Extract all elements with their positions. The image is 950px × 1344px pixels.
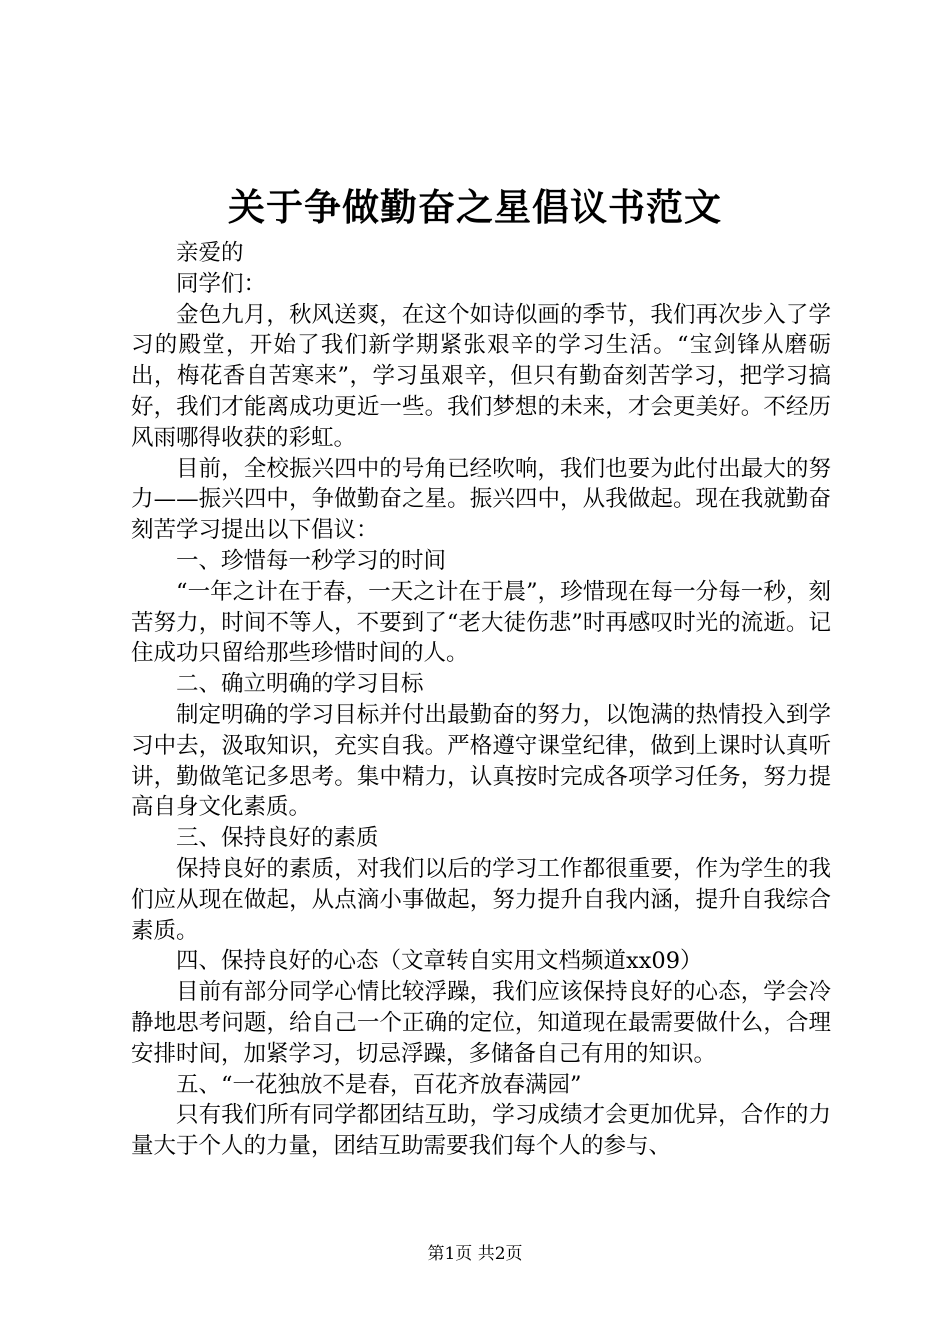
paragraph-section-2: 制定明确的学习目标并付出最勤奋的努力，以饱满的热情投入到学习中去，汲取知识，充实自我。严格遵守课堂纪律，做到上课时认真听讲，勤做笔记多思考。集中精力，认真按时完成各项学习任务，努力提高自身文化素质。 (131, 701, 831, 821)
section-heading-1: 一、珍惜每一秒学习的时间 (176, 547, 447, 574)
salutation-line-2: 同学们： (176, 270, 267, 297)
paragraph-call: 目前，全校振兴四中的号角已经吹响，我们也要为此付出最大的努力——振兴四中，争做勤奋之星。振兴四中，从我做起。现在我就勤奋刻苦学习提出以下倡议： (131, 455, 831, 544)
paragraph-intro: 金色九月，秋风送爽，在这个如诗似画的季节，我们再次步入了学习的殿堂，开始了我们新学期紧张艰辛的学习生活。“宝剑锋从磨砺出，梅花香自苦寒来”，学习虽艰辛，但只有勤奋刻苦学习，把学习搞好，我们才能离成功更近一些。我们梦想的未来，才会更美好。不经历风雨哪得收获的彩虹。 (131, 301, 831, 451)
section-heading-5: 五、“一花独放不是春，百花齐放春满园” (176, 1071, 582, 1098)
paragraph-section-3: 保持良好的素质，对我们以后的学习工作都很重要，作为学生的我们应从现在做起，从点滴小事做起，努力提升自我内涵，提升自我综合素质。 (131, 855, 831, 944)
section-heading-2: 二、确立明确的学习目标 (176, 671, 424, 698)
document-title: 关于争做勤奋之星倡议书范文 (228, 185, 722, 229)
section-heading-4: 四、保持良好的心态（文章转自实用文档频道xx09） (176, 948, 703, 975)
paragraph-section-5: 只有我们所有同学都团结互助，学习成绩才会更加优异，合作的力量大于个人的力量，团结互助需要我们每个人的参与、 (131, 1102, 831, 1160)
paragraph-section-1: “一年之计在于春，一天之计在于晨”，珍惜现在每一分每一秒，刻苦努力，时间不等人，不要到了“老大徒伤悲”时再感叹时光的流逝。记住成功只留给那些珍惜时间的人。 (131, 578, 831, 667)
salutation-line-1: 亲爱的 (176, 240, 244, 266)
page-footer: 第1页 共2页 (427, 1244, 523, 1264)
document-body (131, 238, 831, 1162)
section-heading-3: 三、保持良好的素质 (176, 825, 379, 852)
paragraph-section-4: 目前有部分同学心情比较浮躁，我们应该保持良好的心态，学会冷静地思考问题，给自己一个正确的定位，知道现在最需要做什么，合理安排时间，加紧学习，切忌浮躁，多储备自己有用的知识。 (131, 979, 831, 1067)
